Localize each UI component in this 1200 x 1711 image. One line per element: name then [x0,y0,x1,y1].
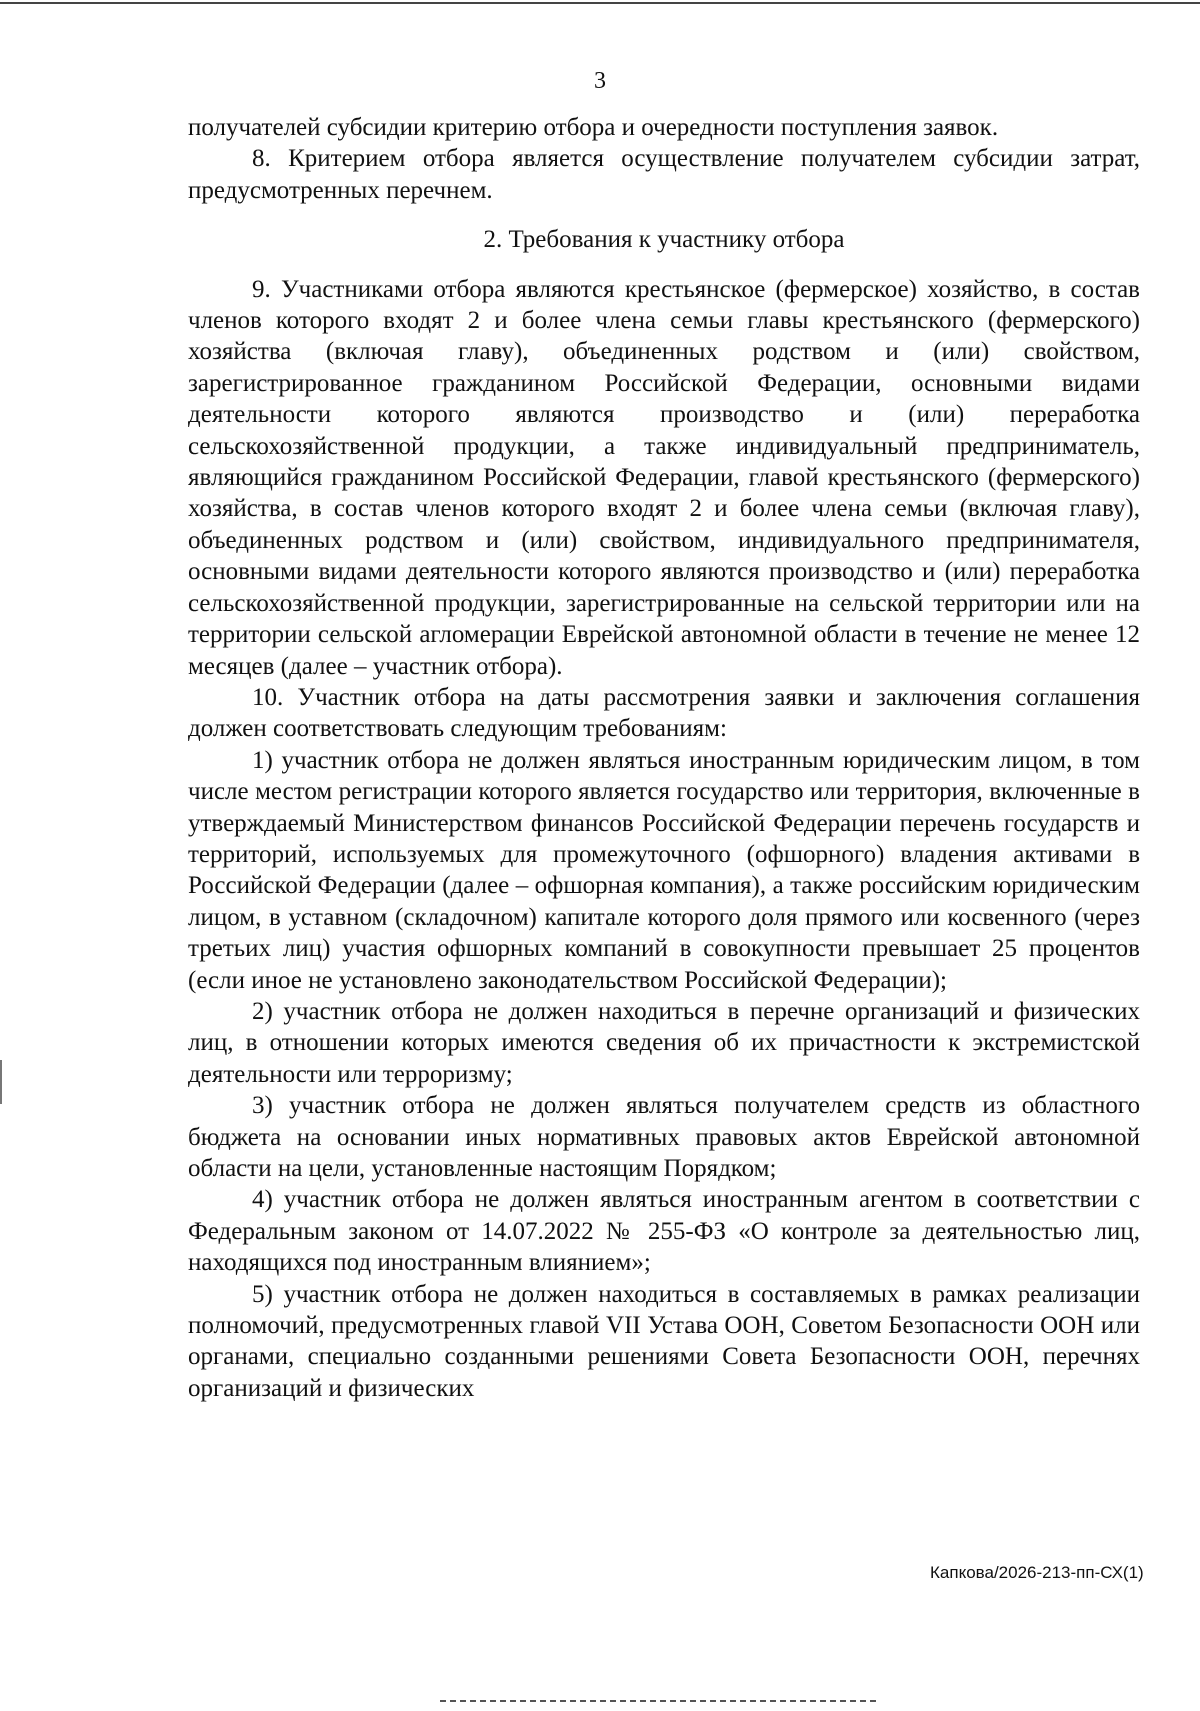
requirement-item-4: 4) участник отбора не должен являться иностранным агентом в соответствии с Федеральным законом от 14.07.2022 № 255-ФЗ «О контроле за деятельностью лиц, находящихся под иностранным влиянием»; [188,1186,1140,1277]
page-number: 3 [594,68,606,94]
requirement-item-5: 5) участник отбора не должен находиться в составляемых в рамках реализации полномочий, предусмотренных главой VII Устава ООН, Советом Безопасности ООН или органами, специально созданными решениями Совета Безопасности ООН, перечнях организаций и физических [188,1280,1140,1402]
requirement-item-2: 2) участник отбора не должен находиться в перечне организаций и физических лиц, в отношении которых имеются сведения об их причастности к экстремистской деятельности или терроризму; [188,997,1140,1088]
top-edge-line [0,2,1200,4]
paragraph-10: 10. Участник отбора на даты рассмотрения заявки и заключения соглашения должен соответствовать следующим требованиям: [188,683,1140,743]
paragraph-8: 8. Критерием отбора является осуществление получателем субсидии затрат, предусмотренных перечнем. [188,145,1140,204]
bottom-edge-line [440,1700,880,1702]
requirement-item-3: 3) участник отбора не должен являться получателем средств из областного бюджета на основании иных нормативных правовых актов Еврейской автономной области на цели, установленные настоящим Порядком; [188,1092,1140,1182]
scan-margin-mark [0,1060,2,1104]
paragraph-9: 9. Участниками отбора являются крестьянское (фермерское) хозяйство, в состав членов которого входят 2 и более члена семьи главы крестьянского (фермерского) хозяйства (включая главу), объединенных родством и (или) свойством, зарегистрированное гражданином Российской Федерации, основными видами деятельности которого являются производство и (или) переработка сельскохозяйственной продукции, а также индивидуальный предприниматель, являющийся гражданином Российской Федерации, главой крестьянского (фермерского) хозяйства, в состав членов которого входят 2 и более члена семьи (включая главу), объединенных родством и (или) свойством, индивидуального предпринимателя, основными видами деятельности которого являются производство и (или) переработка сельскохозяйственной продукции, зарегистрированные на сельской территории или на территории сельской агломерации Еврейской автономной области в течение не менее 12 месяцев (далее – участник отбора). [188,275,1140,680]
document-code: Капкова/2026-213-пп-СХ(1) [930,1563,1144,1582]
document-body [188,112,1140,1404]
requirement-item-1: 1) участник отбора не должен являться иностранным юридическим лицом, в том числе местом регистрации которого является государство или территория, включенные в утверждаемый Министерством финансов Российской Федерации перечень государств и территорий, используемых для промежуточного (офшорного) владения активами в Российской Федерации (далее – офшорная компания), а также российским юридическим лицом, в уставном (складочном) капитале которого доля прямого или косвенного (через третьих лиц) участия офшорных компаний в совокупности превышает 25 процентов (если иное не установлено законодательством Российской Федерации); [188,746,1140,994]
section-2-heading: 2. Требования к участнику отбора [483,226,845,254]
paragraph-intro: получателей субсидии критерию отбора и очередности поступления заявок. [188,114,999,141]
